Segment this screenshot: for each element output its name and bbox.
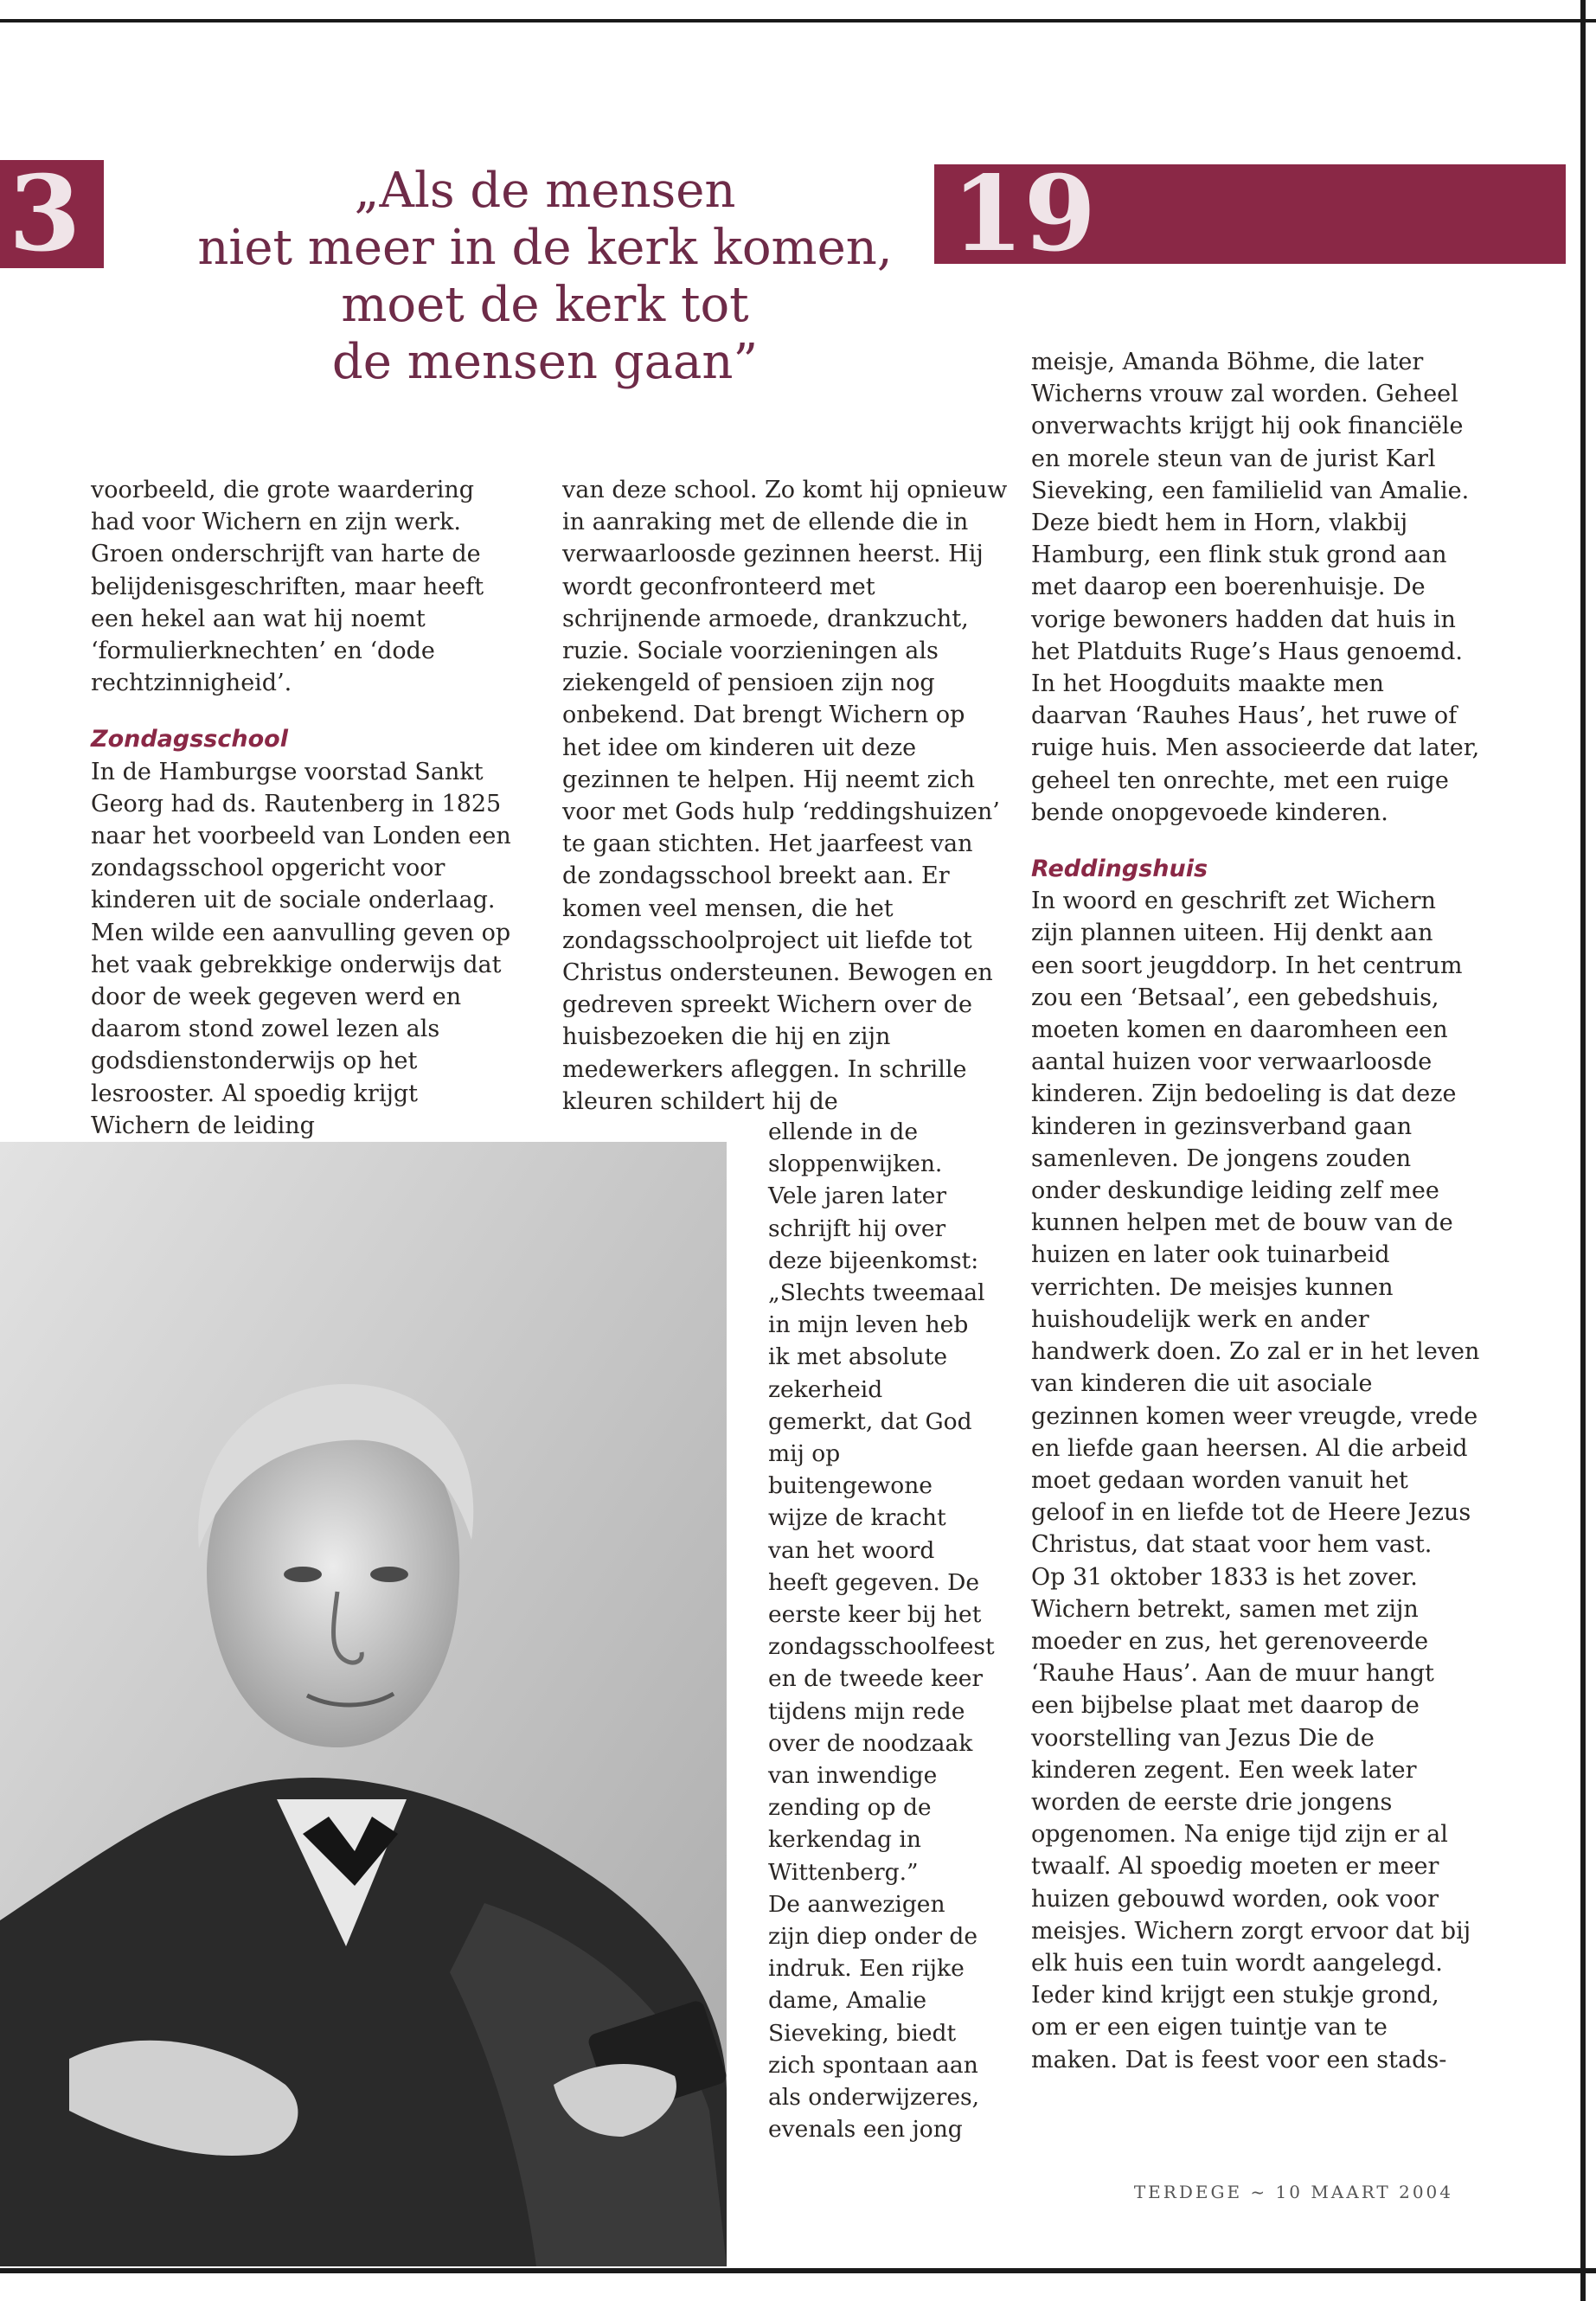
bottom-rule bbox=[0, 2268, 1596, 2273]
paragraph: Op 31 oktober 1833 is het zover. Wichern betrekt, samen met zijn moeder en zus, het gerenoveerde ‘Rauhe Haus’. Aan de muur hangt een bijbelse plaat met daarop de voorstelling van Jezus Die de kinderen zegent. Een week later worden de eerste drie jongens opgenomen. Na enige tijd zijn er al twaalf. Al spoedig moeten er meer huizen gebouwd worden, ook voor meisjes. Wichern zorgt ervoor dat bij elk huis een tuin wordt aangelegd. Ieder kind krijgt een stukje grond, om er een eigen tuintje van te maken. Dat is feest voor een stads- bbox=[1031, 1563, 1471, 2073]
paragraph: meisje, Amanda Böhme, die later Wicherns vrouw zal worden. Geheel onverwachts krijgt hij ook financiële en morele steun van de jurist Karl Sieveking, een familielid van Amalie. Deze biedt hem in Horn, vlakbij Hamburg, een flink stuk grond aan met daarop een boerenhuisje. De vorige bewoners hadden dat huis in het Platduits Ruge’s Haus genoemd. In het Hoogduits maakte men daarvan ‘Rauhes Haus’, het ruwe of ruige huis. Men associeerde dat later, geheel ten onrechte, met een ruige bende onopgevoede kinderen. bbox=[1031, 349, 1480, 826]
paragraph: voorbeeld, die grote waardering had voor Wichern en zijn werk. Groen onderschrijft van harte de belijdenisgeschriften, maar heeft een hekel aan wat hij noemt ‘formulierknechten’ en ‘dode rechtzinnigheid’. bbox=[91, 477, 484, 697]
headline-line: niet meer in de kerk komen, bbox=[197, 220, 893, 276]
portrait-photo bbox=[0, 1142, 727, 2266]
headline-line: moet de kerk tot bbox=[341, 277, 749, 333]
paragraph: In de Hamburgse voorstad Sankt Georg had ds. Rautenberg in 1825 naar het voorbeeld van Londen een zondagsschool opgericht voor kinderen uit de sociale onderlaag. Men wilde een aanvulling geven op het vaak gebrekkige onderwijs dat door de week gegeven werd en daarom stond zowel lezen als godsdienstonderwijs op het lesrooster. Al spoedig krijgt Wichern de leiding bbox=[91, 758, 511, 1139]
column-2 bbox=[562, 474, 1008, 1118]
headline-line: „Als de mensen bbox=[354, 163, 736, 219]
footer-publication-line: TERDEGE ~ 10 MAART 2004 bbox=[1133, 2182, 1453, 2202]
right-rule bbox=[1580, 0, 1586, 2301]
chapter-number-left: 3 bbox=[9, 153, 81, 275]
paragraph: De aanwezigen zijn diep onder de indruk. Een rijke dame, Amalie Sieveking, biedt zich spontaan aan als onderwijzeres, evenals een jong bbox=[768, 1890, 980, 2144]
column-3 bbox=[1031, 346, 1481, 2076]
paragraph: van deze school. Zo komt hij opnieuw in aanraking met de ellende die in verwaarloosde gezinnen heerst. Hij wordt geconfronteerd met schrijnende armoede, drankzucht, ruzie. Sociale voorzieningen als ziekengeld of pensioen zijn nog onbekend. Dat brengt Wichern op het idee om kinderen uit deze gezinnen te helpen. Hij neemt zich voor met Gods hulp ‘reddingshuizen’ te gaan stichten. Het jaarfeest van de zondagsschool breekt aan. Er komen veel mensen, die het zondagsschoolproject uit liefde tot Christus ondersteunen. Bewogen en gedreven spreekt Wichern over de huisbezoeken die hij en zijn medewerkers afleggen. In schrille kleuren schildert hij de bbox=[562, 477, 1008, 1115]
chapter-mark-right bbox=[934, 153, 1566, 275]
page-headline bbox=[173, 163, 917, 391]
top-rule bbox=[0, 19, 1596, 22]
section-heading-zondagsschool: Zondagsschool bbox=[91, 726, 288, 753]
portrait-illustration bbox=[0, 1142, 727, 2266]
paragraph: In woord en geschrift zet Wichern zijn plannen uiteen. Hij denkt aan een soort jeugddorp. In het centrum zou een ‘Betsaal’, een gebedshuis, moeten komen en daaromheen een aantal huizen voor verwaarloosde kinderen. Zijn bedoeling is dat deze kinderen in gezinsverband gaan samenleven. De jongens zouden onder deskundige leiding zelf mee kunnen helpen met de bouw van de huizen en later ook tuinarbeid verrichten. De meisjes kunnen huishoudelijk werk en ander handwerk doen. Zo zal er in het leven van kinderen die uit asociale gezinnen komen weer vreugde, vrede en liefde gaan heersen. Al die arbeid moet gedaan worden vanuit het geloof in en liefde tot de Heere Jezus Christus, dat staat voor hem vast. bbox=[1031, 888, 1480, 1559]
paragraph: ellende in de sloppenwijken. Vele jaren later schrijft hij over deze bijeenkomst: „Slechts tweemaal in mijn leven heb ik met absolute zekerheid gemerkt, dat God mij op buitengewone wijze de kracht van het woord heeft gegeven. De eerste keer bij het zondagsschoolfeest en de tweede keer tijdens mijn rede over de noodzaak van inwendige zending op de kerkendag in Wittenberg.” bbox=[768, 1118, 995, 1886]
headline-line: de mensen gaan” bbox=[331, 334, 759, 390]
chapter-number-right: 19 bbox=[952, 153, 1096, 275]
section-heading-reddingshuis: Reddingshuis bbox=[1031, 856, 1208, 883]
chapter-mark-left bbox=[0, 153, 104, 275]
column-1 bbox=[91, 474, 523, 1142]
column-2-wrap bbox=[768, 1116, 993, 2146]
